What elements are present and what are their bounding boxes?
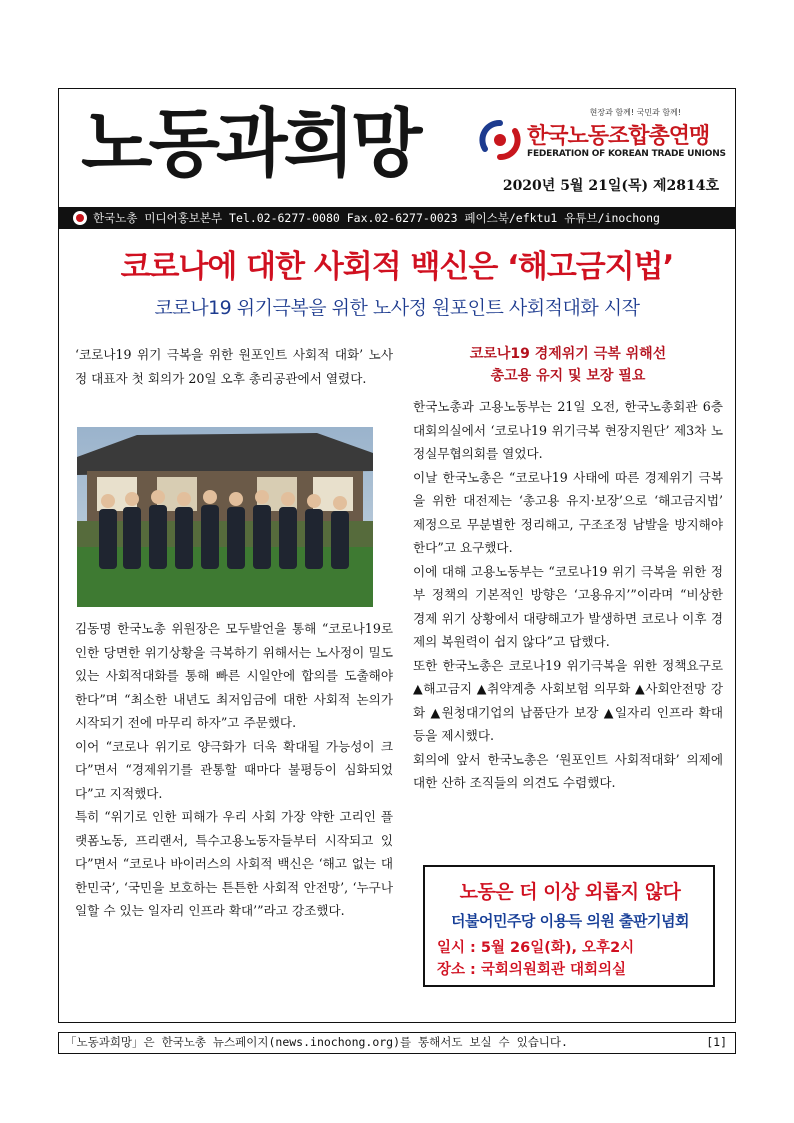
issue-date: 2020년 5월 21일(목) 제2814호 bbox=[502, 178, 719, 194]
org-name-korean: 한국노동조합총연맹 bbox=[527, 124, 710, 149]
left-paragraph-3: 이어 “코로나 위기로 양극화가 더욱 확대될 가능성이 크다”면서 “경제위기를 관통할 때마다 불평등이 심화되었다”고 지적했다. bbox=[75, 738, 393, 801]
newsletter-title: 노동과희망 bbox=[81, 101, 419, 187]
right-paragraph-5: 회의에 앞서 한국노총은 ‘원포인트 사회적대화’ 의제에 대한 산하 조직들의 의견도 수렴했다. bbox=[413, 751, 723, 790]
right-paragraph-3: 이에 대해 고용노동부는 “코로나19 위기 극복을 위한 정부 정책의 기본적인 방향은 ‘고용유지’”이라며 “비상한 경제 위기 상황에서 대량해고가 발생하면 코로나 이후 경제의 복원력이 쉽지 않다”고 답했다. bbox=[413, 563, 723, 649]
left-paragraph-2: 김동명 한국노총 위원장은 모두발언을 통해 “코로나19로 인한 당면한 위기상황을 극복하기 위해서는 노사정이 밀도 있는 사회적대화를 통해 빠른 시일안에 합의를 도출해야 한다”며 “최소한 내년도 최저임금에 대한 사회적 논의가 시작되기 전에 마무리 하자”고 주문했다. bbox=[75, 621, 393, 730]
org-name-english: FEDERATION OF KOREAN TRADE UNIONS bbox=[527, 149, 726, 159]
fktu-logo-icon bbox=[479, 119, 521, 161]
notice-subtitle: 더불어민주당 이용득 의원 출판기념회 bbox=[450, 912, 689, 930]
right-title-line-1: 코로나19 경제위기 극복 위해선 bbox=[469, 346, 667, 362]
right-paragraph-4: 또한 한국노총은 코로나19 위기극복을 위한 정책요구로 ▲해고금지 ▲취약계층 사회보험 의무화 ▲사회안전망 강화 ▲원청대기업의 납품단가 보장 ▲일자리 인프라 확대 등을 제시했다. bbox=[413, 657, 723, 743]
subheadline: 코로나19 위기극복을 위한 노사정 원포인트 사회적대화 시작 bbox=[154, 297, 640, 319]
right-article-body bbox=[413, 395, 723, 795]
footer-text: 「노동과희망」은 한국노총 뉴스페이지(news.inochong.org)를 통해서도 보실 수 있습니다. bbox=[65, 1035, 568, 1049]
headline: 코로나에 대한 사회적 백신은 ‘해고금지법’ bbox=[120, 249, 674, 285]
left-paragraph-4: 특히 “위기로 인한 피해가 우리 사회 가장 약한 고리인 플랫폼노동, 프리랜서, 특수고용노동자들부터 시작되고 있다”면서 “코로나 바이러스의 사회적 백신은 ‘해고 없는 대한민국’, ‘국민을 보호하는 튼튼한 사회적 안전망’, ‘누구나 일할 수 있는 일자리 인프라 확대’”라고 강조했다. bbox=[75, 809, 393, 918]
right-paragraph-2: 이날 한국노총은 “코로나19 사태에 따른 경제위기 극복을 위한 대전제는 ‘총고용 유지·보장’으로 ‘해고금지법’ 제정으로 무분별한 정리해고, 구조조정 남발을 방지해야 한다”고 요구했다. bbox=[413, 469, 723, 555]
right-article-title bbox=[413, 343, 723, 387]
masthead bbox=[59, 89, 735, 209]
page-frame bbox=[58, 88, 736, 1023]
page-number: [1] bbox=[706, 1035, 727, 1049]
notice-title: 노동은 더 이상 외롭지 않다 bbox=[459, 881, 681, 903]
fktu-mini-logo-icon bbox=[73, 211, 87, 225]
notice-date: 일시 : 5월 26일(화), 오후2시 bbox=[437, 940, 635, 956]
contact-text: 한국노총 미디어홍보본부 Tel.02-6277-0080 Fax.02-6277-0023 페이스북/efktu1 유튜브/inochong bbox=[93, 211, 660, 225]
left-article-intro bbox=[75, 343, 393, 390]
notice-venue: 장소 : 국회의원회관 대회의실 bbox=[437, 962, 627, 978]
left-paragraph-1: ‘코로나19 위기 극복을 위한 원포인트 사회적 대화’ 노사정 대표자 첫 회의가 20일 오후 총리공관에서 열렸다. bbox=[75, 347, 393, 386]
meeting-photo bbox=[77, 427, 373, 607]
contact-bar bbox=[59, 207, 735, 229]
left-article-body bbox=[75, 617, 393, 923]
book-launch-notice bbox=[423, 865, 715, 987]
footer bbox=[58, 1032, 736, 1054]
right-paragraph-1: 한국노총과 고용노동부는 21일 오전, 한국노총회관 6층 대회의실에서 ‘코로나19 위기극복 현장지원단’ 제3차 노정실무협의회를 열었다. bbox=[413, 399, 723, 461]
right-title-line-2: 총고용 유지 및 보장 필요 bbox=[490, 368, 646, 384]
slogan: 현장과 함께! 국민과 함께! bbox=[589, 108, 681, 117]
